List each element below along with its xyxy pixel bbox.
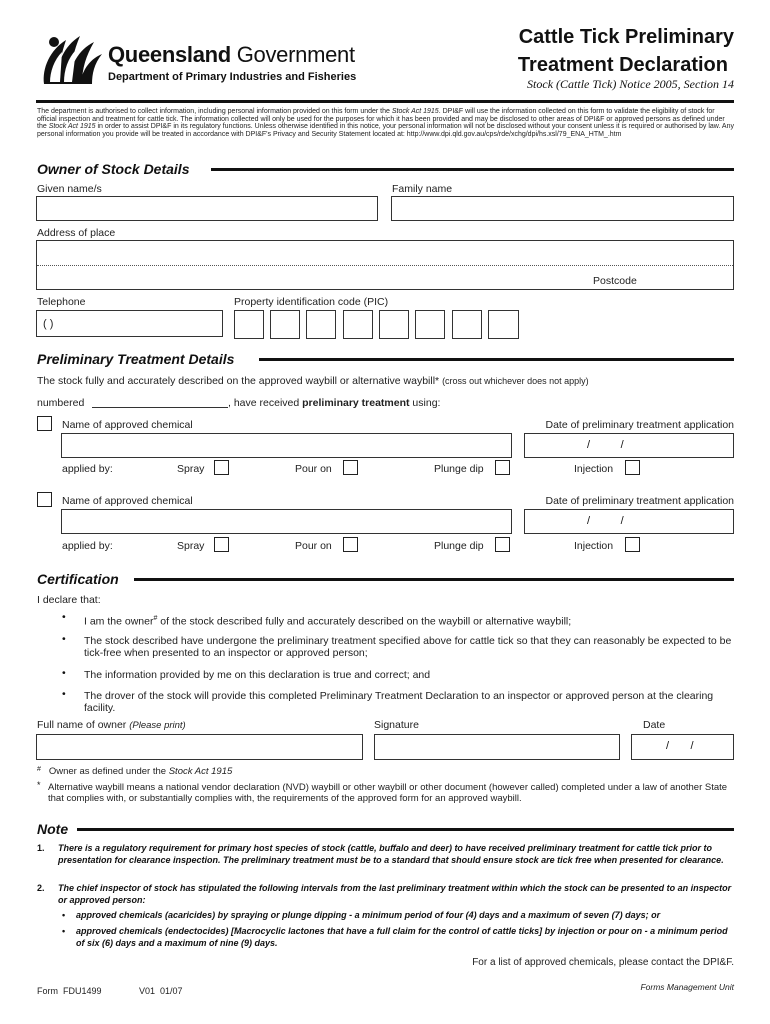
- treatment2-injection-label: Injection: [574, 540, 614, 552]
- bullet-4: •: [62, 688, 66, 700]
- cert-statement-2: The stock described have undergone the preliminary treatment specified above for cattle tick so that they can reasonably be expected to be tick-free when presented to an inspector or approved person;: [84, 635, 732, 659]
- please-print-hint: (Please print): [129, 720, 186, 731]
- privacy-act-2: Stock Act 1915: [48, 123, 96, 131]
- note2-bullet2-text: approved chemicals (endectocides) [Macrocyclic lactones that have a full claim for the control of cattle ticks] by injection or pour on - a minimum period of six (6) days and a maximum of nine (9) days.: [76, 926, 728, 948]
- form-version: V01 01/07: [139, 986, 183, 996]
- qld-government-logo: [36, 28, 366, 92]
- pic-char-8[interactable]: [488, 310, 519, 339]
- contact-text: For a list of approved chemicals, please contact the DPI&F.: [472, 957, 734, 968]
- treatment1-checkbox[interactable]: [37, 416, 52, 431]
- full-name-field[interactable]: [36, 734, 363, 760]
- footnote-hash: [37, 766, 232, 777]
- address-label: Address of place: [37, 227, 116, 239]
- treatment1-injection-checkbox[interactable]: [625, 460, 640, 475]
- received-suffix: using:: [409, 397, 441, 409]
- form-title-line1: Cattle Tick Preliminary: [518, 26, 734, 48]
- family-name-label: Family name: [392, 183, 453, 195]
- note2-bullet2-mark: •: [62, 926, 66, 936]
- pic-char-4[interactable]: [343, 310, 373, 339]
- full-name-label: [37, 719, 186, 731]
- cert-statement-3: The information provided by me on this declaration is true and correct; and: [84, 669, 431, 681]
- brand-name-bold: Queensland: [108, 42, 231, 67]
- form-subtitle: Stock (Cattle Tick) Notice 2005, Section 14: [527, 77, 734, 91]
- treatment2-injection-checkbox[interactable]: [625, 537, 640, 552]
- treatment2-checkbox[interactable]: [37, 492, 52, 507]
- given-name-label: Given name/s: [37, 183, 102, 195]
- treatment2-spray-checkbox[interactable]: [214, 537, 229, 552]
- family-name-field[interactable]: [391, 196, 734, 221]
- note2-bullet1-text: approved chemicals (acaricides) by spraying or plunge dipping - a minimum period of four (4) days and a maximum of seven (7) days; or: [76, 910, 661, 920]
- note-rule: [77, 828, 734, 831]
- treatment1-spray-checkbox[interactable]: [214, 460, 229, 475]
- cert-statement-1-sup: #: [153, 615, 158, 622]
- treatment1-date-field[interactable]: [524, 433, 734, 458]
- received-bold: preliminary treatment: [302, 397, 410, 409]
- forms-management-unit: Forms Management Unit: [640, 982, 734, 992]
- given-name-field[interactable]: [36, 196, 378, 221]
- treatment2-date-label: Date of preliminary treatment application: [545, 495, 734, 507]
- treatment1-date-slashes: / /: [587, 439, 624, 451]
- cert-statement-1a: I am the owner: [84, 615, 154, 628]
- footnote-hash-mark: #: [37, 766, 41, 773]
- pic-char-2[interactable]: [270, 310, 300, 339]
- address-line-divider: [37, 265, 733, 266]
- bullet-2: •: [62, 633, 66, 645]
- declare-text: I declare that:: [37, 594, 101, 606]
- cert-date-label: Date: [643, 719, 666, 731]
- pic-char-5[interactable]: [379, 310, 409, 339]
- treatment-intro-text: The stock fully and accurately described on the approved waybill or alternative waybill*: [37, 375, 440, 387]
- privacy-notice: [37, 108, 735, 138]
- treatment2-plungedip-label: Plunge dip: [434, 540, 484, 552]
- treatment-section-heading: Preliminary Treatment Details: [37, 351, 235, 367]
- privacy-text-1: The department is authorised to collect information, including personal information provided on this form under the: [37, 108, 392, 115]
- form-number: Form FDU1499: [37, 986, 102, 996]
- footnote-star-mark: *: [37, 780, 41, 790]
- signature-label: Signature: [374, 719, 419, 731]
- footnote-hash-text: Owner as defined under the: [48, 766, 169, 777]
- treatment1-spray-label: Spray: [177, 463, 205, 475]
- cert-statement-1b: of the stock described fully and accurately described on the waybill or alternative waybill;: [157, 615, 572, 628]
- treatment2-pouron-label: Pour on: [295, 540, 332, 552]
- treatment2-spray-label: Spray: [177, 540, 205, 552]
- department-name: Department of Primary Industries and Fisheries: [108, 71, 357, 83]
- treatment1-pouron-checkbox[interactable]: [343, 460, 358, 475]
- treatment1-chemical-field[interactable]: [61, 433, 512, 458]
- treatment-intro-note: (cross out whichever does not apply): [442, 376, 589, 386]
- note2-text: The chief inspector of stock has stipulated the following intervals from the last preliminary treatment within which the stock can be presented to an inspector or approved person:: [58, 883, 732, 905]
- received-prefix: , have received: [228, 397, 303, 409]
- treatment2-date-slashes: / /: [587, 515, 624, 527]
- certification-rule: [134, 578, 734, 581]
- signature-field[interactable]: [374, 734, 620, 760]
- treatment-section-rule: [259, 358, 734, 361]
- note1-text: There is a regulatory requirement for primary host species of stock (cattle, buffalo and deer) to have received preliminary treatment for cattle tick prior to presentation for clearance inspection. The preliminary treatment must be to a standard that should ensure stock are tick free when presented for clearance.: [58, 843, 724, 865]
- treatment1-chemical-label: Name of approved chemical: [62, 419, 193, 431]
- postcode-label: Postcode: [593, 275, 637, 287]
- treatment1-pouron-label: Pour on: [295, 463, 332, 475]
- cert-date-slashes: / /: [666, 740, 694, 752]
- numbered-label: numbered: [37, 397, 85, 409]
- pic-char-6[interactable]: [415, 310, 445, 339]
- footnote-star-text: Alternative waybill means a national vendor declaration (NVD) waybill or other waybill or other document (however called) completed under a law of another State that complies with, or substantially complies with, the requirements of the approved form for an approved waybill.: [48, 782, 728, 804]
- privacy-text-3: in order to assist DPI&F in its regulatory functions. Unless otherwise identified in this notice, your personal information will not be disclosed without your consent unless it is required or authorised by law. Any personal information you provide will be treated in accordance with DPI&F's Privacy and Security Statement located at: http://www.dpi.qld.gov.au/cps/rde/xchg/dpi/hs.xsl/79_ENA_HTM_.htm: [37, 123, 734, 138]
- treatment2-pouron-checkbox[interactable]: [343, 537, 358, 552]
- privacy-text-2: . DPI&F will use the information collected on this form to validate the eligibility of stock for official inspection and treatment for cattle tick. The information collected will only be used for the purposes for which it has been provided and may be disclosed to other areas of DPI&F or approved persons as defined under the: [37, 108, 725, 131]
- telephone-label: Telephone: [37, 296, 86, 308]
- treatment2-date-field[interactable]: [524, 509, 734, 534]
- treatment1-plungedip-checkbox[interactable]: [495, 460, 510, 475]
- received-treatment-text: [228, 397, 440, 409]
- form-title-line2: Treatment Declaration: [517, 54, 728, 76]
- note-heading: Note: [37, 821, 69, 837]
- pic-label: Property identification code (PIC): [234, 296, 389, 308]
- note1-number: 1.: [37, 843, 45, 853]
- queensland-crest-icon: [36, 28, 106, 90]
- brand-name-light: Government: [236, 42, 355, 67]
- footnote-hash-act: Stock Act 1915: [168, 766, 233, 777]
- treatment2-chemical-field[interactable]: [61, 509, 512, 534]
- privacy-act-1: Stock Act 1915: [391, 108, 439, 115]
- telephone-area-code: ( ): [43, 318, 54, 330]
- waybill-number-line[interactable]: [92, 407, 228, 408]
- treatment2-applied-by: applied by:: [62, 540, 113, 552]
- certification-heading: Certification: [37, 571, 119, 587]
- pic-char-7[interactable]: [452, 310, 482, 339]
- treatment1-plungedip-label: Plunge dip: [434, 463, 484, 475]
- treatment1-applied-by: applied by:: [62, 463, 113, 475]
- treatment-intro: [37, 375, 589, 387]
- full-name-label-text: Full name of owner: [37, 719, 127, 731]
- note2-bullet1-mark: •: [62, 910, 66, 920]
- treatment2-plungedip-checkbox[interactable]: [495, 537, 510, 552]
- telephone-field[interactable]: [36, 310, 223, 337]
- cert-statement-4: The drover of the stock will provide this completed Preliminary Treatment Declaration to an inspector or approved person at the clearing facility.: [84, 690, 714, 714]
- treatment1-date-label: Date of preliminary treatment application: [545, 419, 734, 431]
- note2-number: 2.: [37, 883, 45, 893]
- address-field[interactable]: [36, 240, 734, 290]
- cert-date-field[interactable]: [631, 734, 734, 760]
- bullet-3: •: [62, 667, 66, 679]
- bullet-1: •: [62, 611, 66, 623]
- owner-section-heading: Owner of Stock Details: [37, 161, 190, 177]
- owner-section-rule: [211, 168, 734, 171]
- pic-char-1[interactable]: [234, 310, 264, 339]
- pic-char-3[interactable]: [306, 310, 336, 339]
- cert-statement-1: [84, 613, 734, 628]
- treatment1-injection-label: Injection: [574, 463, 614, 475]
- treatment2-chemical-label: Name of approved chemical: [62, 495, 193, 507]
- header-divider: [36, 100, 734, 103]
